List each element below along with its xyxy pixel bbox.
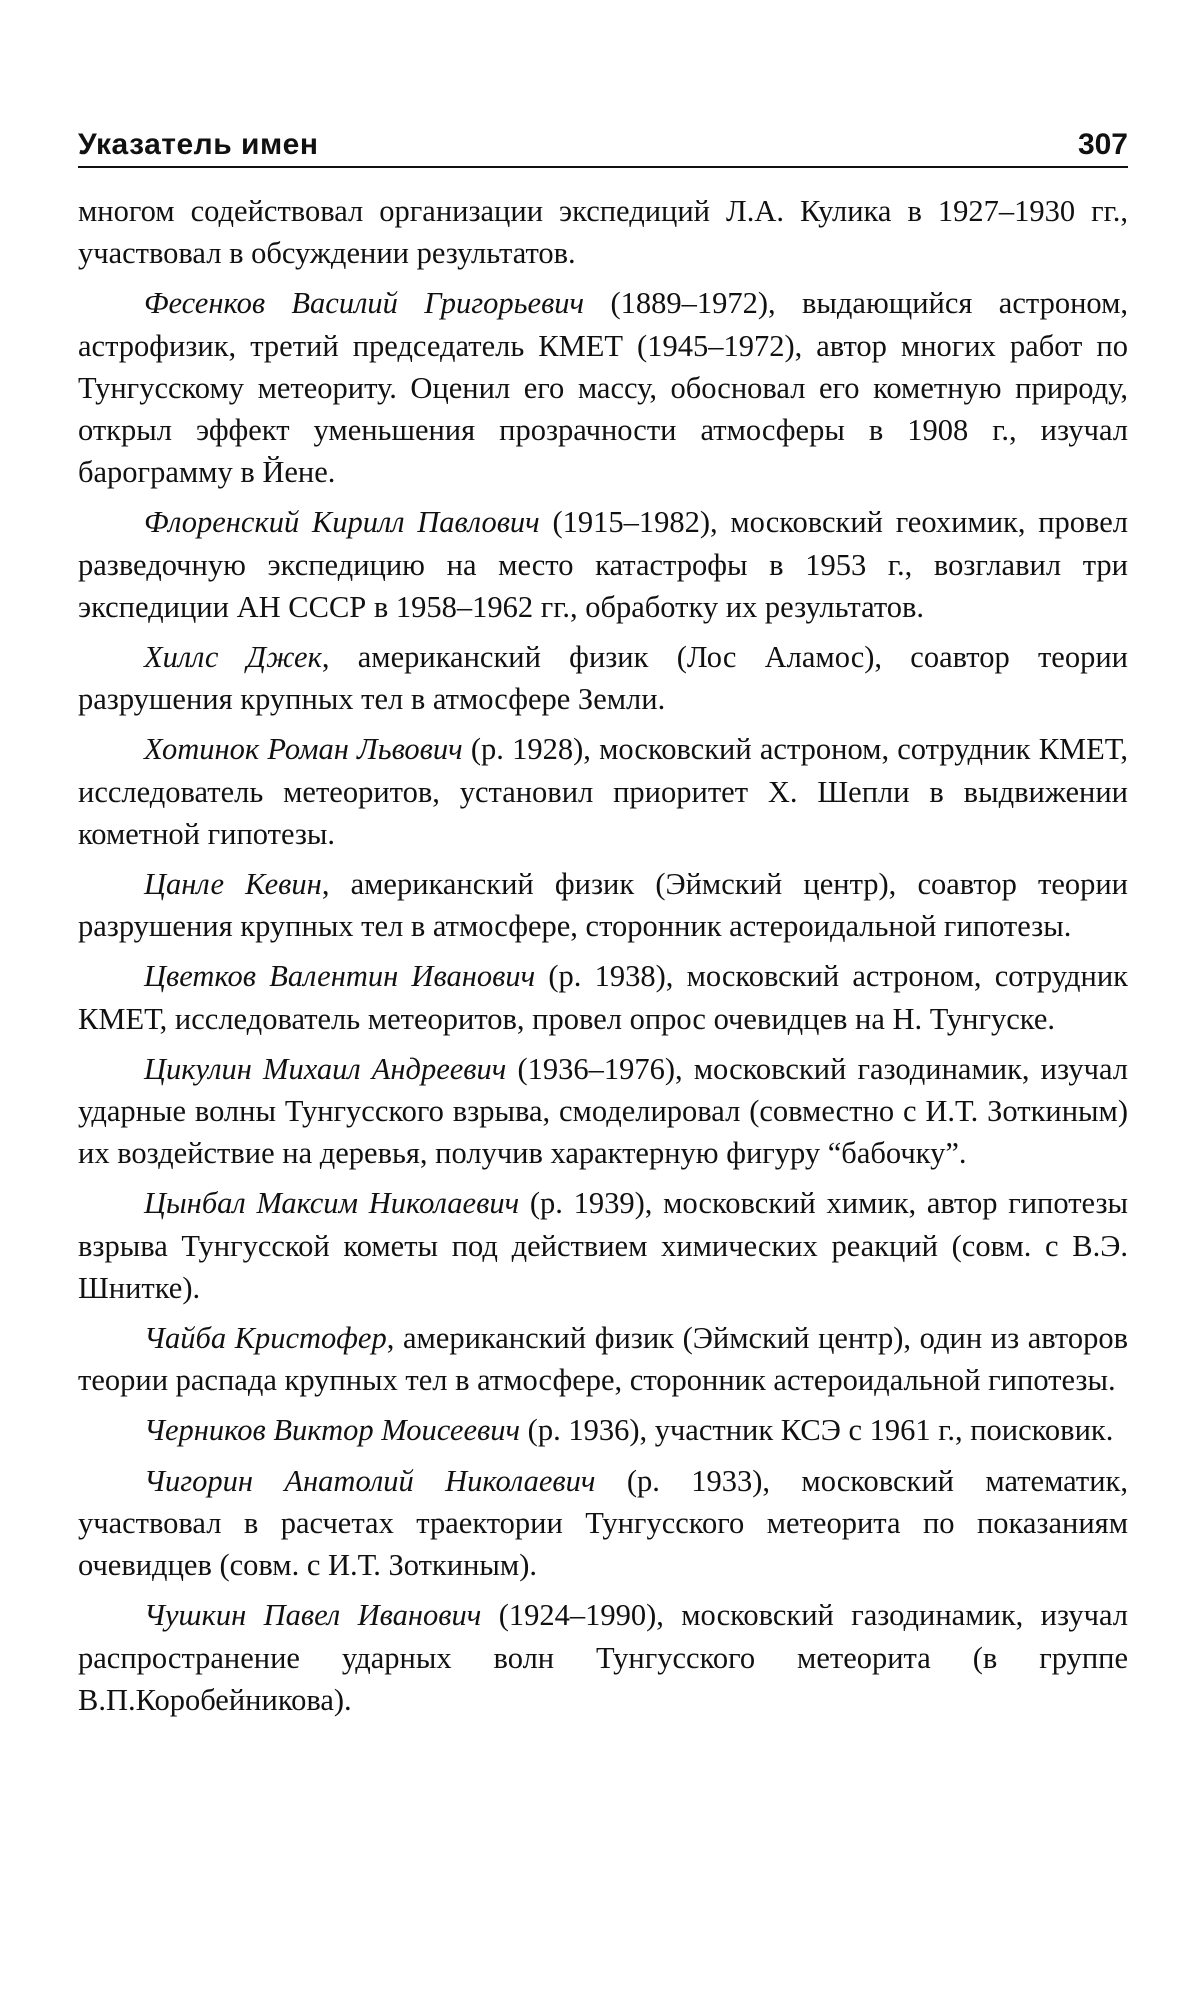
entry-name: Чушкин Павел Иванович: [144, 1598, 482, 1633]
index-entry: [78, 1594, 1128, 1721]
entry-name: Цикулин Михаил Андреевич: [144, 1051, 507, 1086]
index-entry: [78, 728, 1128, 855]
index-entry-continuation: [78, 190, 1128, 274]
entry-text: (р. 1938), московский астроном, сотрудник КМЕТ, исследователь метеоритов, провел опрос очевидцев на Н. Тунгуске.: [78, 959, 1129, 1036]
entry-name: Фесенков Василий Григорьевич: [144, 286, 585, 321]
entry-name: Черников Виктор Моисеевич: [144, 1413, 521, 1448]
entry-name: Чигорин Анатолий Николаевич: [144, 1463, 596, 1498]
index-entry: [78, 863, 1128, 947]
index-entry: [78, 1182, 1128, 1309]
index-entry: [78, 1460, 1128, 1587]
index-entry: [78, 955, 1128, 1039]
index-entry: [78, 1048, 1128, 1175]
index-entry: [78, 501, 1128, 628]
entry-text: (1889–1972), выдающийся астроном, астрофизик, третий председатель КМЕТ (1945–1972), автор многих работ по Тунгусскому метеориту. Оценил его массу, обосновал его кометную природу, открыл эффект уменьшения прозрачности атмосферы в 1908 г., изучал барограмму в Йене.: [78, 286, 1128, 490]
entry-name: Флоренский Кирилл Павлович: [144, 505, 540, 540]
running-head: [78, 128, 1128, 168]
entry-text: , американский физик (Эймский центр), соавтор теории разрушения крупных тел в атмосфере, сторонник астероидальной гипотезы.: [78, 867, 1129, 944]
entry-text: (р. 1928), московский астроном, сотрудник КМЕТ, исследователь метеоритов, установил приоритет Х. Шепли в выдвижении кометной гипотезы.: [78, 732, 1128, 851]
entry-text: (р. 1939), московский химик, автор гипотезы взрыва Тунгусской кометы под действием химических реакций (совм. с В.Э. Шнитке).: [78, 1186, 1128, 1305]
entry-name: Хотинок Роман Львович: [144, 732, 463, 767]
name-index-entries: [78, 190, 1128, 1721]
entry-text: многом содействовал организации экспедиций Л.А. Кулика в 1927–1930 гг., участвовал в обсуждении результатов.: [78, 194, 1128, 271]
entry-name: Цанле Кевин: [144, 867, 322, 902]
entry-text: (1924–1990), московский газодинамик, изучал распространение ударных волн Тунгусского метеорита (в группе В.П.Коробейникова).: [78, 1598, 1128, 1717]
entry-text: , американский физик (Лос Аламос), соавтор теории разрушения крупных тел в атмосфере Земли.: [78, 640, 1128, 717]
index-entry: [78, 1409, 1128, 1451]
entry-text: (р. 1933), московский математик, участвовал в расчетах траектории Тунгусского метеорита по показаниям очевидцев (совм. с И.Т. Зоткиным).: [78, 1463, 1128, 1583]
entry-name: Чайба Кристофер: [144, 1321, 387, 1356]
entry-name: Цынбал Максим Николаевич: [144, 1186, 520, 1221]
entry-name: Цветков Валентин Иванович: [144, 959, 536, 994]
index-entry: [78, 1317, 1128, 1401]
entry-name: Хиллс Джек: [144, 640, 322, 675]
running-title: Указатель имен: [78, 128, 319, 161]
page-number: 307: [1077, 128, 1128, 161]
index-entry: [78, 282, 1128, 493]
entry-text: (1936–1976), московский газодинамик, изучал ударные волны Тунгусского взрыва, смоделировал (совместно с И.Т. Зоткиным) их воздействие на деревья, получив характерную фигуру “бабочку”.: [78, 1051, 1128, 1171]
book-page: [78, 128, 1128, 1729]
entry-text: (р. 1936), участник КСЭ с 1961 г., поисковик.: [520, 1413, 1114, 1448]
entry-text: , американский физик (Эймский центр), один из авторов теории распада крупных тел в атмосфере, сторонник астероидальной гипотезы.: [78, 1321, 1128, 1398]
index-entry: [78, 636, 1128, 720]
entry-text: (1915–1982), московский геохимик, провел разведочную экспедицию на место катастрофы в 1953 г., возглавил три экспедиции АН СССР в 1958–1962 гг., обработку их результатов.: [78, 505, 1128, 624]
